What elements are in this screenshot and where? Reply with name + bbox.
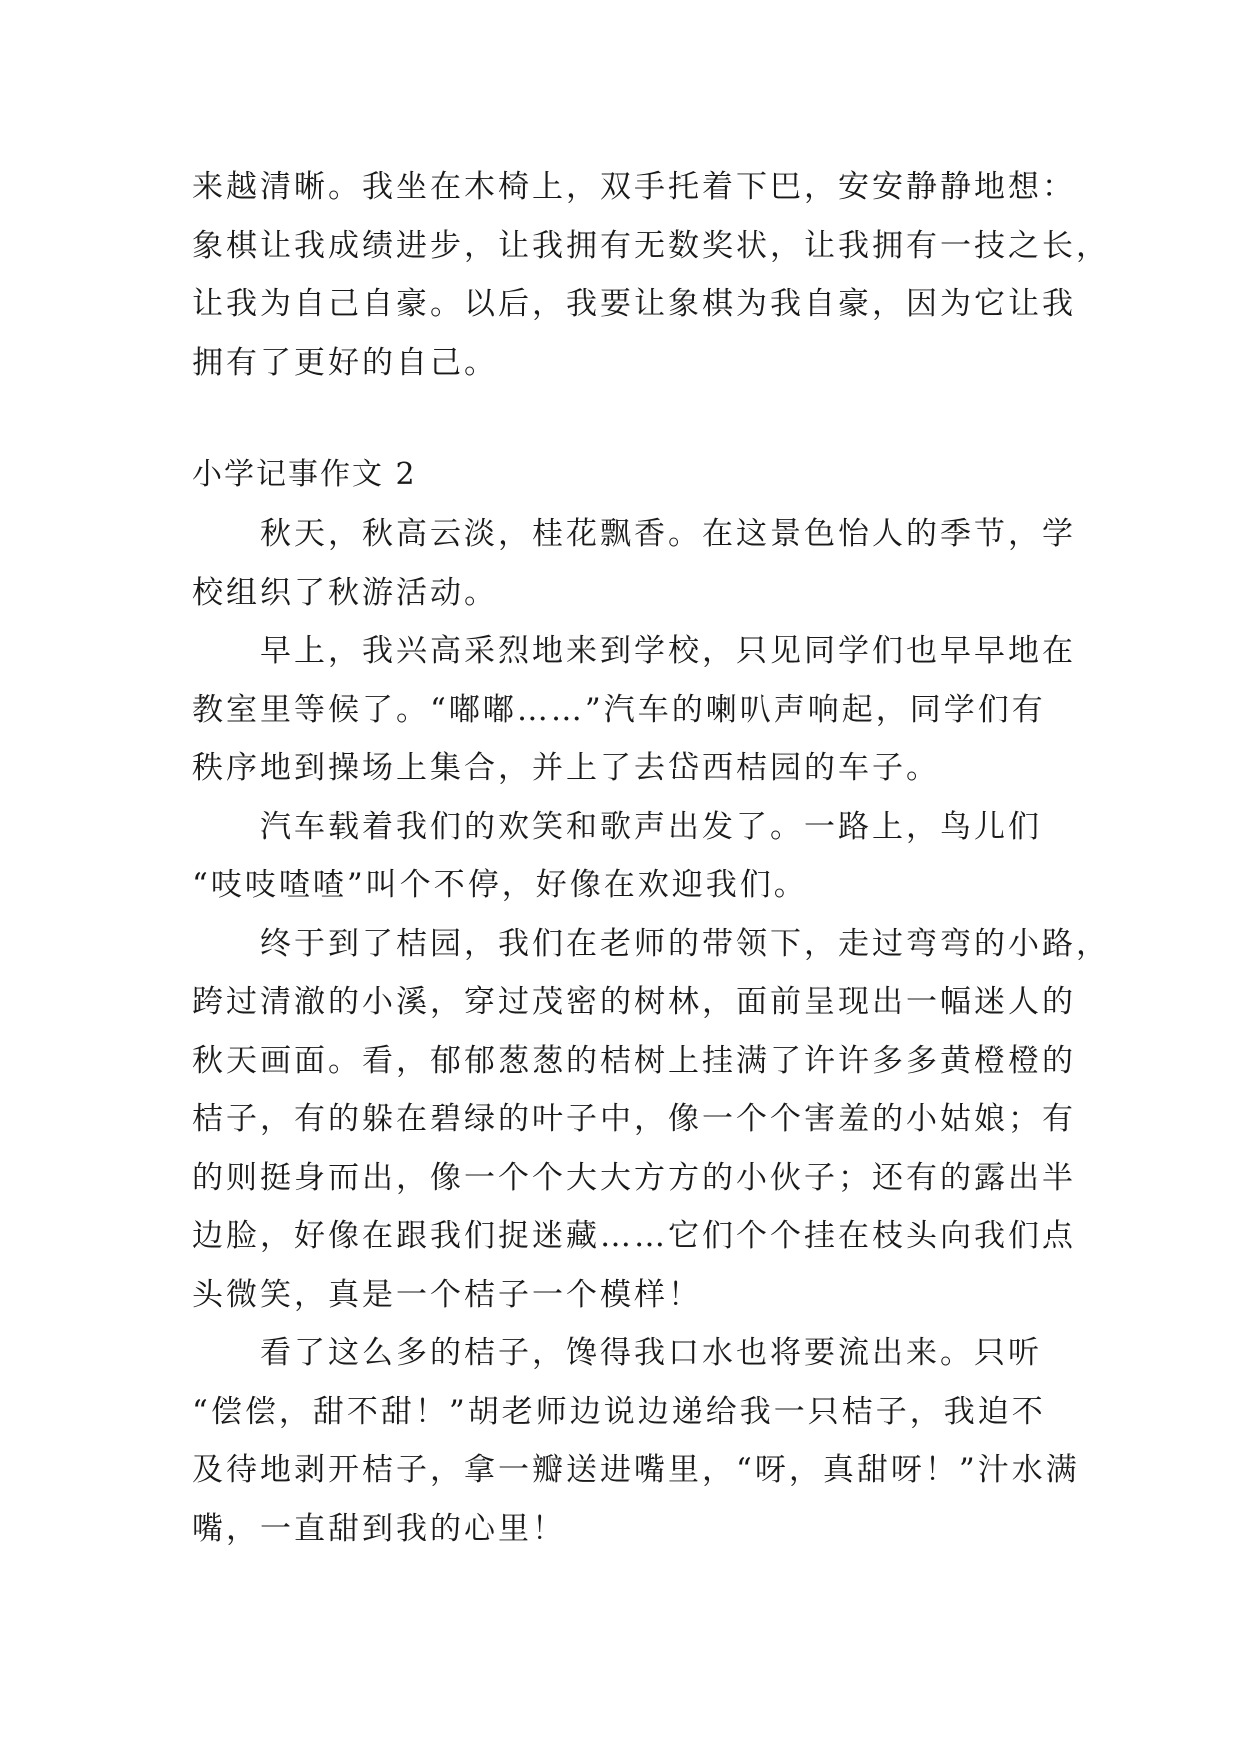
intro-paragraph bbox=[192, 158, 1110, 392]
paragraph-first-line: 终于到了桔园，我们在老师的带领下，走过弯弯的小路， bbox=[260, 925, 1110, 962]
paragraph-first-line: 看了这么多的桔子，馋得我口水也将要流出来。只听 bbox=[260, 1335, 1042, 1371]
text-line: 桔子，有的躲在碧绿的叶子中，像一个个害羞的小姑娘；有 bbox=[192, 1101, 1076, 1137]
text-line: “吱吱喳喳”叫个不停，好像在欢迎我们。 bbox=[192, 867, 808, 903]
section-title: 小学记事作文 2 bbox=[192, 457, 417, 492]
text-line: 让我为自己自豪。以后，我要让象棋为我自豪，因为它让我 bbox=[192, 286, 1076, 322]
paragraph-first-line: 秋天，秋高云淡，桂花飘香。在这景色怡人的季节，学 bbox=[260, 516, 1076, 552]
text-line: “偿偿，甜不甜！”胡老师边说边递给我一只桔子，我迫不 bbox=[192, 1393, 1046, 1430]
text-line: 跨过清澈的小溪，穿过茂密的树林，面前呈现出一幅迷人的 bbox=[192, 984, 1076, 1020]
essay-body bbox=[192, 505, 1110, 1558]
paragraph-first-line: 早上，我兴高采烈地来到学校，只见同学们也早早地在 bbox=[260, 633, 1076, 669]
paragraph-first-line: 汽车载着我们的欢笑和歌声出发了。一路上，鸟儿们 bbox=[260, 808, 1042, 845]
text-line: 边脸，好像在跟我们捉迷藏……它们个个挂在枝头向我们点 bbox=[192, 1218, 1076, 1254]
text-line: 教室里等候了。“嘟嘟……”汽车的喇叭声响起，同学们有 bbox=[192, 691, 1046, 728]
text-line: 的则挺身而出，像一个个大大方方的小伙子；还有的露出半 bbox=[192, 1159, 1076, 1196]
text-line: 校组织了秋游活动。 bbox=[192, 574, 498, 611]
text-line: 秩序地到操场上集合，并上了去岱西桔园的车子。 bbox=[192, 750, 940, 786]
text-line: 头微笑，真是一个桔子一个模样！ bbox=[192, 1276, 702, 1313]
text-line: 秋天画面。看，郁郁葱葱的桔树上挂满了许许多多黄橙橙的 bbox=[192, 1042, 1076, 1079]
text-line: 及待地剥开桔子，拿一瓣送进嘴里，“呀，真甜呀！”汁水满 bbox=[192, 1452, 1080, 1488]
text-line: 象棋让我成绩进步，让我拥有无数奖状，让我拥有一技之长， bbox=[192, 227, 1110, 264]
text-line: 嘴，一直甜到我的心里！ bbox=[192, 1510, 566, 1547]
text-line: 拥有了更好的自己。 bbox=[192, 344, 498, 381]
text-line: 来越清晰。我坐在木椅上，双手托着下巴，安安静静地想： bbox=[192, 169, 1076, 205]
